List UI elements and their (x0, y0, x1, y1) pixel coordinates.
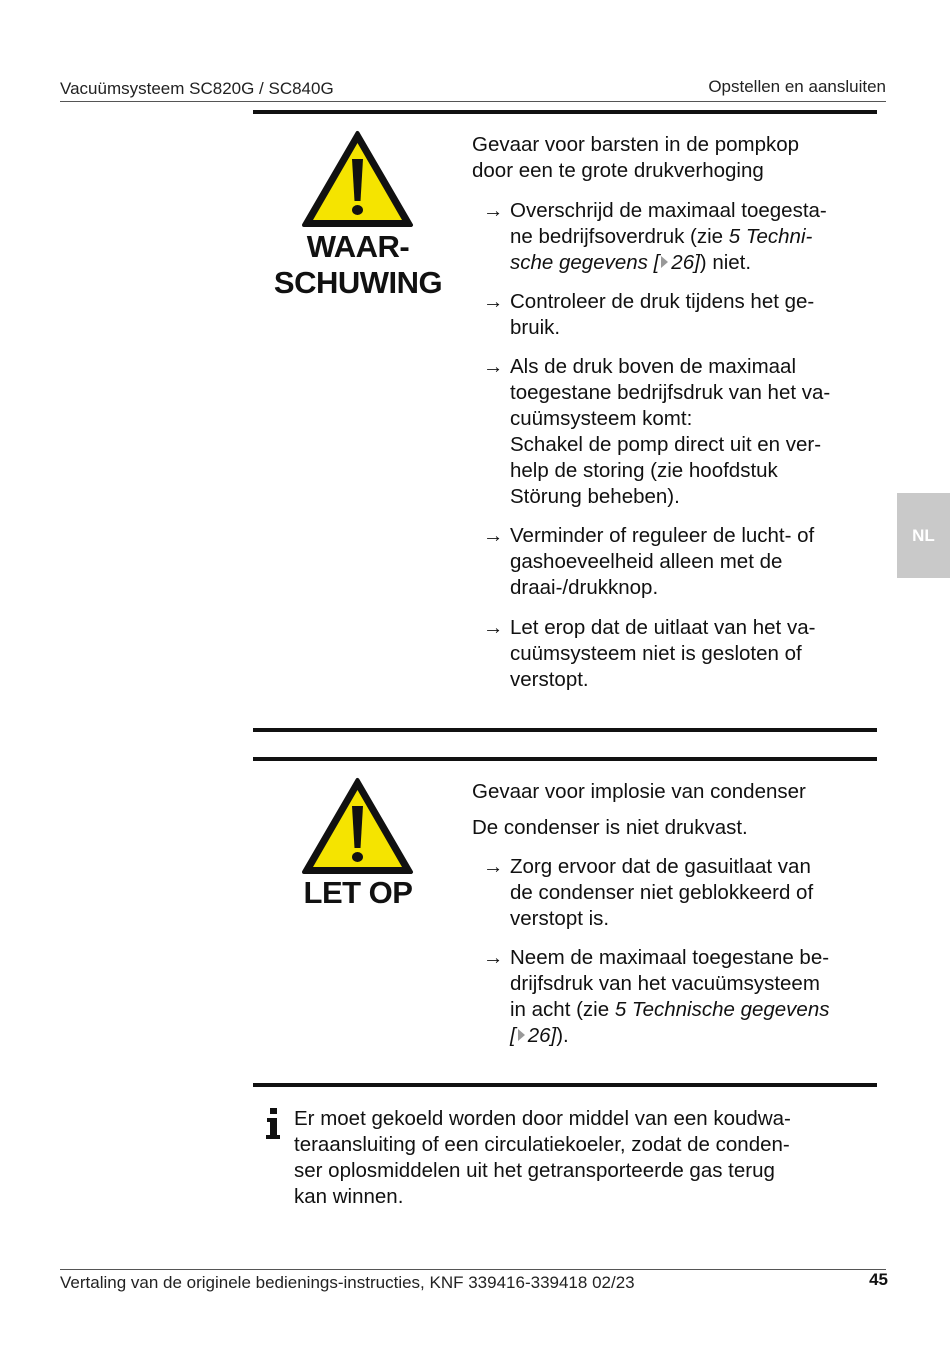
caution-subtitle: De condenser is niet drukvast. (472, 816, 748, 839)
info-icon (264, 1108, 282, 1140)
warning-signal-word-line1: WAAR- (306, 229, 410, 264)
arrow-right-icon: → (483, 946, 504, 969)
arrow-right-icon: → (483, 199, 504, 222)
header-left: Vacuümsysteem SC820G / SC840G (60, 79, 334, 98)
cross-reference-link[interactable]: 5 Technische gegevens [ (510, 998, 830, 1047)
arrow-right-icon: → (483, 855, 504, 878)
page-number: 45 (869, 1270, 888, 1289)
info-note-text: Er moet gekoeld worden door middel van een koudwa- teraansluiting of een circulatiekoeler, zodat de conden- ser oplosmiddelen uit het getransporteerde gas terug kan winnen. (294, 1107, 791, 1208)
page-ref-arrow-icon (661, 256, 668, 268)
header-right: Opstellen en aansluiten (708, 77, 886, 96)
warning-top-rule (253, 110, 877, 114)
warning-triangle-icon (300, 129, 415, 229)
cross-reference-page[interactable]: 26] (527, 1024, 557, 1047)
warning-triangle-icon (300, 776, 415, 876)
warning-bottom-rule (253, 728, 877, 732)
cross-reference-page[interactable]: 26] (671, 251, 700, 274)
arrow-right-icon: → (483, 290, 504, 313)
arrow-right-icon: → (483, 616, 504, 639)
footer-rule (60, 1269, 886, 1270)
caution-top-rule (253, 757, 877, 761)
cross-reference-link[interactable]: 5 Techni- sche gegevens [ (510, 225, 813, 274)
arrow-right-icon: → (483, 524, 504, 547)
caution-signal-word: LET OP (303, 875, 413, 910)
page-ref-arrow-icon (518, 1029, 525, 1041)
footer-text: Vertaling van de originele bedienings-instructies, KNF 339416-339418 02/23 (60, 1273, 635, 1292)
header-rule (60, 101, 886, 102)
warning-signal-word-line2: SCHUWING (273, 265, 443, 300)
warning-title-line1: Gevaar voor barsten in de pompkop (472, 133, 800, 156)
arrow-right-icon: → (483, 355, 504, 378)
language-tab-nl[interactable]: NL (897, 493, 950, 578)
caution-bottom-rule (253, 1083, 877, 1087)
warning-title-line2: door een te grote drukverhoging (472, 159, 764, 182)
caution-title: Gevaar voor implosie van condenser (472, 780, 806, 803)
